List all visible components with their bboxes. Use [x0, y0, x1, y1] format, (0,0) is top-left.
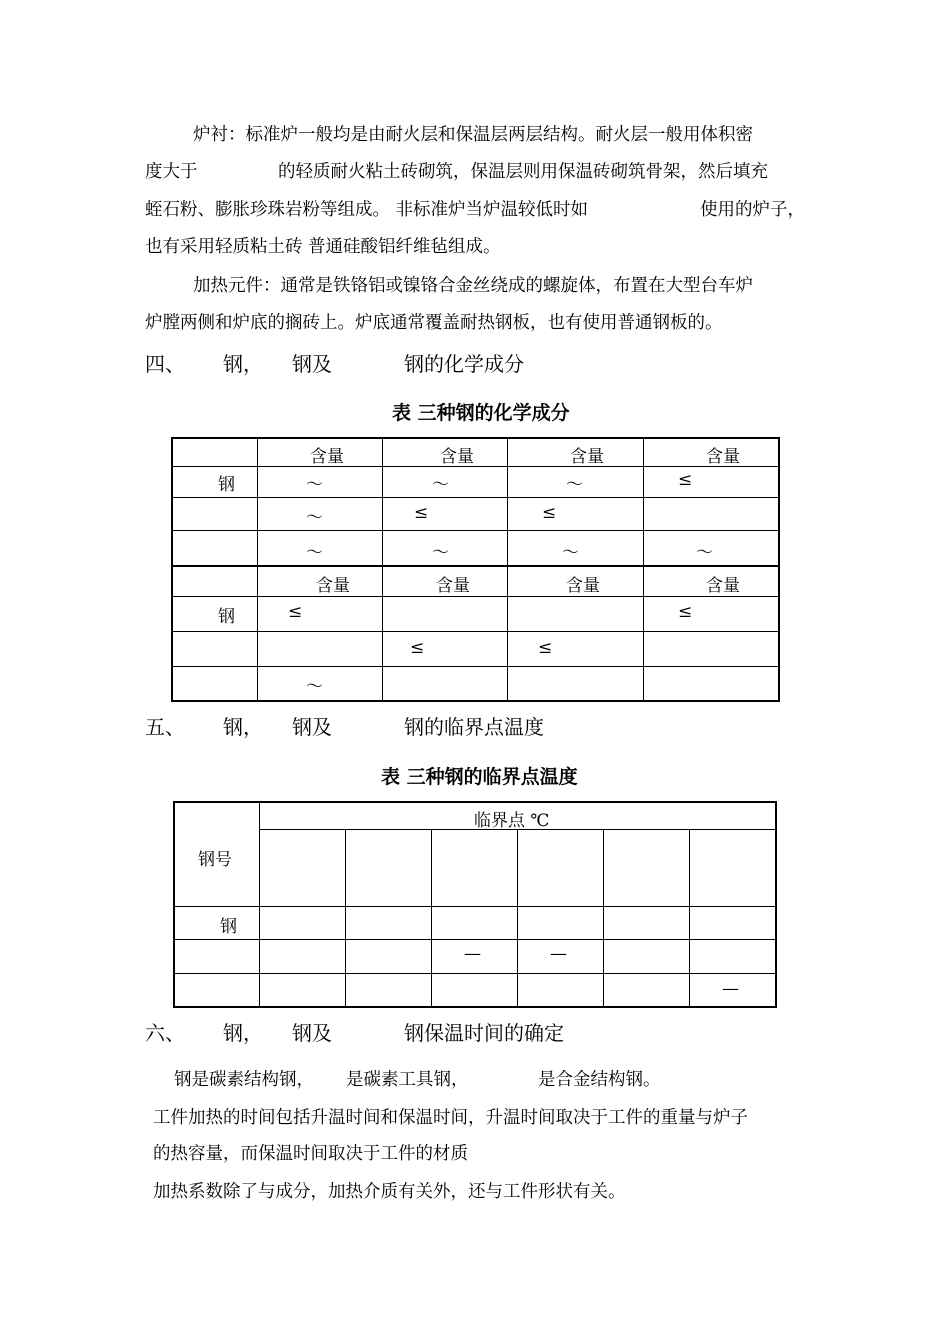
t1-r1-c3: ～ [566, 475, 583, 495]
t1-r1-c1: ～ [306, 475, 323, 495]
section6-number: 六、 [145, 1021, 185, 1045]
lining-line-3a: 蛭石粉、膨胀珍珠岩粉等组成。 非标准炉当炉温较低时如 [145, 200, 589, 220]
t1-r5-c3: ≤ [538, 638, 553, 658]
section4-steel-1: 钢， [223, 352, 263, 376]
t1-header1-c4: 含量 [706, 447, 740, 467]
t1-header2-c1: 含量 [316, 576, 350, 596]
t1-r3-c4: ～ [696, 543, 713, 563]
holding-line-4: 加热系数除了与成分，加热介质有关外，还与工件形状有关。 [153, 1182, 626, 1202]
section5-steel-2: 钢及 [292, 715, 332, 739]
section6-title: 钢保温时间的确定 [404, 1021, 564, 1045]
section4-number: 四、 [145, 352, 185, 376]
holding-line-1c: 是合金结构钢。 [538, 1070, 661, 1090]
lining-line-4: 也有采用轻质粘土砖 普通硅酸铝纤维毡组成。 [145, 237, 501, 257]
t1-r1-label: 钢 [218, 475, 235, 495]
t1-header1-c3: 含量 [570, 447, 604, 467]
lining-line-1: 炉衬：标准炉一般均是由耐火层和保温层两层结构。耐火层一般用体积密 [193, 125, 753, 145]
t1-r3-c2: ～ [432, 543, 449, 563]
t1-header1-c1: 含量 [310, 447, 344, 467]
section4-steel-2: 钢及 [292, 352, 332, 376]
t1-header2-c2: 含量 [436, 576, 470, 596]
section4-title: 钢的化学成分 [404, 352, 524, 376]
lining-line-2a: 度大于 [145, 162, 198, 182]
t2-r2-c4: — [550, 944, 567, 964]
holding-line-1a: 钢是碳素结构钢， [174, 1070, 314, 1090]
section6-steel-2: 钢及 [292, 1021, 332, 1045]
lining-line-2b: 的轻质耐火粘土砖砌筑，保温层则用保温砖砌筑骨架，然后填充 [278, 162, 768, 182]
lining-line-3b: 使用的炉子， [700, 200, 805, 220]
heating-line-2: 炉膛两侧和炉底的搁砖上。炉底通常覆盖耐热钢板，也有使用普通钢板的。 [145, 313, 723, 333]
section5-number: 五、 [145, 715, 185, 739]
t1-header2-c3: 含量 [566, 576, 600, 596]
t1-r4-label: 钢 [218, 607, 235, 627]
t2-r2-c3: — [464, 944, 481, 964]
t1-r3-c1: ～ [306, 543, 323, 563]
t1-r4-c1: ≤ [288, 602, 303, 622]
t1-r2-c2: ≤ [414, 503, 429, 523]
t1-r3-c3: ～ [562, 543, 579, 563]
section5-title: 钢的临界点温度 [404, 715, 544, 739]
t1-r6-c1: ～ [306, 677, 323, 697]
section5-steel-1: 钢， [223, 715, 263, 739]
t1-header1-c2: 含量 [440, 447, 474, 467]
t1-r5-c2: ≤ [410, 638, 425, 658]
section6-steel-1: 钢， [223, 1021, 263, 1045]
t2-r1-label: 钢 [220, 917, 237, 937]
holding-line-3: 的热容量，而保温时间取决于工件的材质 [153, 1144, 468, 1164]
t2-steel-no-header: 钢号 [198, 850, 232, 870]
holding-line-2: 工件加热的时间包括升温时间和保温时间，升温时间取决于工件的重量与炉子 [153, 1108, 748, 1128]
t1-header2-c4: 含量 [706, 576, 740, 596]
table2-caption: 表 三种钢的临界点温度 [381, 766, 578, 788]
t1-r2-c1: ～ [306, 508, 323, 528]
t1-r2-c3: ≤ [542, 503, 557, 523]
heating-line-1: 加热元件：通常是铁铬铝或镍铬合金丝绕成的螺旋体，布置在大型台车炉 [193, 276, 753, 296]
t1-r1-c2: ～ [432, 475, 449, 495]
t1-r4-c4: ≤ [678, 602, 693, 622]
t2-r3-c6: — [722, 979, 739, 999]
t1-r1-c4: ≤ [678, 470, 693, 490]
table1-caption: 表 三种钢的化学成分 [392, 402, 570, 424]
t2-critical-header: 临界点 ℃ [474, 811, 550, 831]
holding-line-1b: 是碳素工具钢， [346, 1070, 469, 1090]
